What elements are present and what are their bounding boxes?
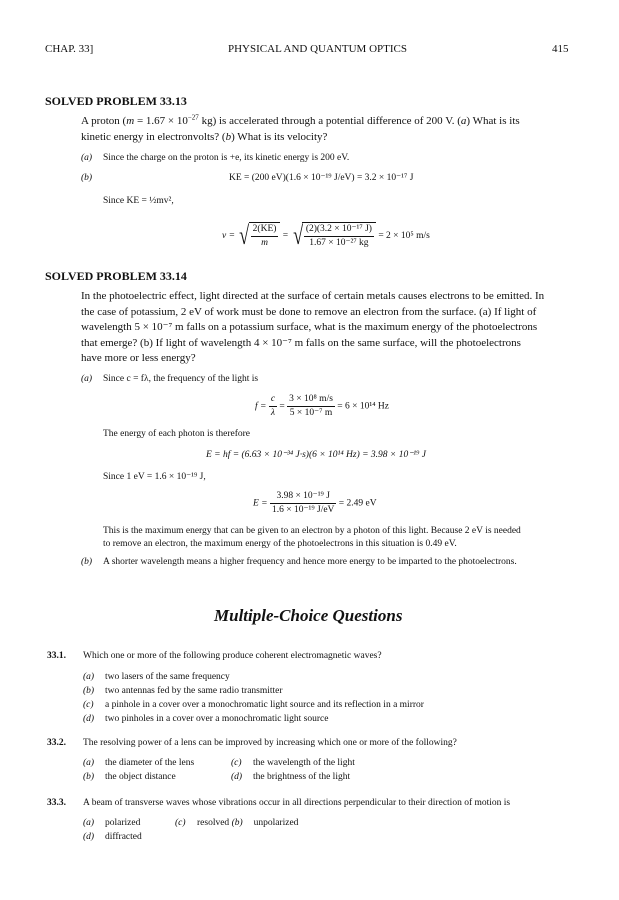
option[interactable]: (b) the object distance — [83, 772, 176, 782]
option[interactable]: (c) a pinhole in a cover over a monochromatic light source and its reflection in a mirror — [83, 700, 424, 710]
answer-options — [83, 756, 403, 784]
ev-energy-equation: E = $\frac{\text{3.98 × 10⁻¹⁹ J}}{\text{1.6 × 10⁻¹⁹ J/eV}}$ = 2.49 eV — [253, 491, 377, 515]
max-energy-explanation: This is the maximum energy that can be given to an electron by a photon of this light. Because 2 eV is needed to remove an electron, the maximum energy of the photoelectrons in this situation is 0.49 eV. — [103, 526, 521, 549]
option[interactable]: (d) two pinholes in a cover over a monochromatic light source — [83, 714, 329, 724]
photon-energy-equation: E = hf = (6.63 × 10⁻³⁴ J·s)(6 × 10¹⁴ Hz) = 3.98 × 10⁻¹⁹ J — [206, 450, 426, 460]
answer-options — [83, 816, 333, 844]
option[interactable]: (b) two antennas fed by the same radio transmitter — [83, 686, 283, 696]
answer-label-a-2: (a) — [81, 374, 93, 384]
ke-equation: KE = (200 eV)(1.6 × 10⁻¹⁹ J/eV) = 3.2 × 10⁻¹⁷ J — [229, 173, 414, 183]
answer-options — [83, 670, 424, 726]
option[interactable]: (c) resolved — [175, 818, 230, 828]
question-number: 33.1. — [47, 651, 66, 661]
option[interactable]: (a) polarized — [83, 818, 141, 828]
problem-33-13-statement: A proton ($m = 1.67 \times 10^{-27}$ kg) is accelerated through a potential difference of 200 V. (a) What is its kinetic energy in electronvolts? (b) What is its velocity? — [81, 113, 520, 143]
page-number: 415 — [552, 43, 569, 55]
frequency-intro: Since c = fλ, the frequency of the light is — [103, 374, 259, 384]
photon-energy-intro: The energy of each photon is therefore — [103, 429, 251, 439]
running-header-chapter: CHAP. 33] — [45, 43, 94, 55]
velocity-equation: v = √ $\frac{2(KE)}{m}$ = √ $\frac{\text{(2)(3.2 × 10⁻¹⁷ J)}}{\text{1.67 × 10⁻²⁷ kg}}$ = 2 × 10⁵ m/s — [222, 221, 430, 250]
option[interactable]: (a) two lasers of the same frequency — [83, 672, 230, 682]
option[interactable]: (d) diffracted — [83, 832, 142, 842]
section-title: Multiple-Choice Questions — [214, 606, 403, 625]
answer-label-a: (a) — [81, 153, 93, 163]
answer-label-b-2: (b) — [81, 557, 93, 567]
running-header-title: PHYSICAL AND QUANTUM OPTICS — [228, 43, 407, 55]
since-ke-text: Since KE = ½mv², — [103, 196, 174, 206]
problem-33-14-statement: In the photoelectric effect, light directed at the surface of certain metals causes electrons to be emitted. In the case of potassium, 2 eV of work must be done to remove an electron from the surface. (a) If light of wavelength 5 × 10⁻⁷ m falls on a potassium surface, what is the maximum energy of the photoelectrons that emerge? (b) If light of wavelength 4 × 10⁻⁷ m falls on the same surface, will the photoelectrons have more or less energy? — [81, 290, 545, 364]
question-text: The resolving power of a lens can be improved by increasing which one or more of the following? — [83, 738, 457, 748]
frequency-equation: f = $\frac{c}{\lambda}$ = $\frac{\text{3 × 10⁸ m/s}}{\text{5 × 10⁻⁷ m}}$ = 6 × 10¹⁴ Hz — [255, 394, 389, 418]
answer-label-b: (b) — [81, 173, 93, 183]
problem-33-14-title: SOLVED PROBLEM 33.14 — [45, 269, 187, 283]
question-number: 33.2. — [47, 738, 66, 748]
option[interactable]: (b) unpolarized — [231, 818, 299, 828]
answer-a-text: Since the charge on the proton is +e, its kinetic energy is 200 eV. — [103, 153, 350, 163]
question-text: Which one or more of the following produce coherent electromagnetic waves? — [83, 651, 382, 661]
option[interactable]: (c) the wavelength of the light — [231, 758, 355, 768]
ev-conversion-text: Since 1 eV = 1.6 × 10⁻¹⁹ J, — [103, 472, 206, 482]
option[interactable]: (a) the diameter of the lens — [83, 758, 195, 768]
option[interactable]: (d) the brightness of the light — [231, 772, 351, 782]
problem-33-13-title: SOLVED PROBLEM 33.13 — [45, 94, 187, 108]
answer-b-text: A shorter wavelength means a higher frequency and hence more energy to be imparted to the photoelectrons. — [103, 557, 517, 567]
question-text: A beam of transverse waves whose vibrations occur in all directions perpendicular to their direction of motion is — [83, 798, 511, 808]
question-number: 33.3. — [47, 798, 66, 808]
